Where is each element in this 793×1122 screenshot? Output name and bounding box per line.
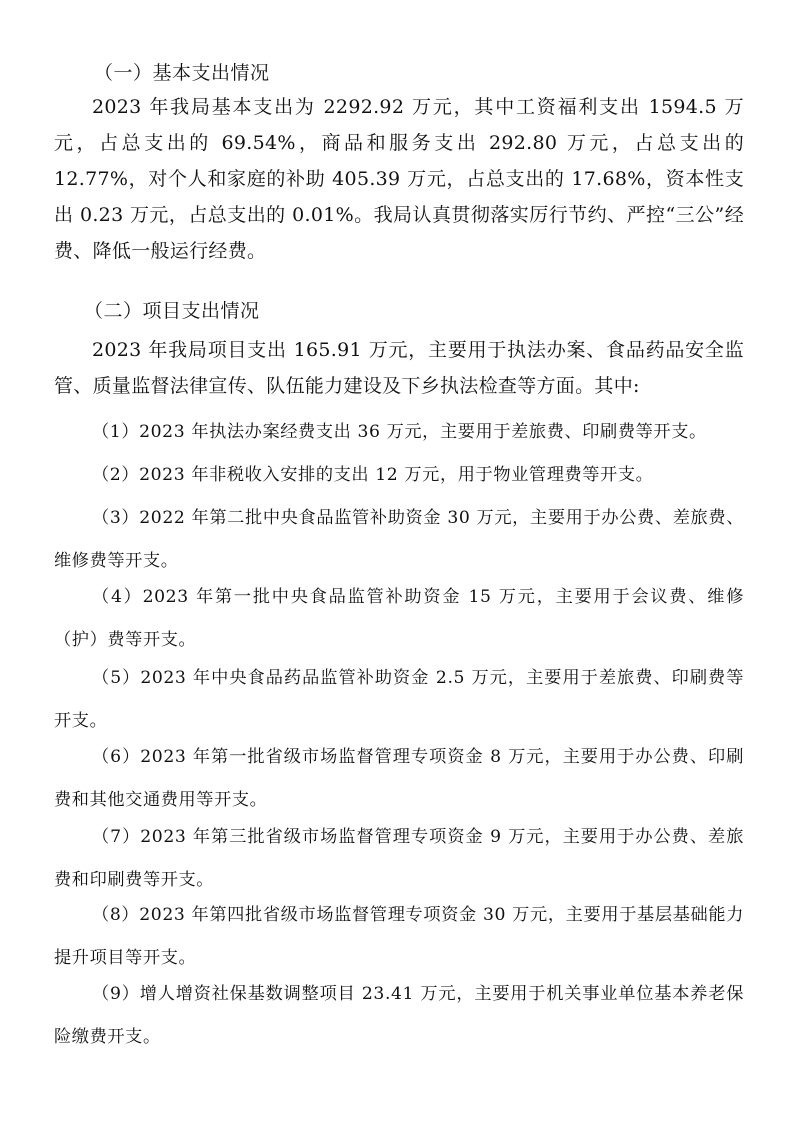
list-item: （6）2023 年第一批省级市场监督管理专项资金 8 万元，主要用于办公费、印刷费和其他交通费用等开支。 [54, 747, 744, 810]
list-item: （9）增人增资社保基数调整项目 23.41 万元，主要用于机关事业单位基本养老保险缴费开支。 [54, 984, 744, 1047]
list-item: （7）2023 年第三批省级市场监督管理专项资金 9 万元，主要用于办公费、差旅费和印刷费等开支。 [54, 827, 744, 890]
list-item: （2）2023 年非税收入安排的支出 12 万元，用于物业管理费等开支。 [92, 465, 654, 485]
project-expenditure-paragraph: 2023 年我局项目支出 165.91 万元，主要用于执法办案、食品药品安全监管、质量监督法律宣传、队伍能力建设及下乡执法检查等方面。其中: [54, 339, 744, 397]
list-item: （5）2023 年中央食品药品监管补助资金 2.5 万元，主要用于差旅费、印刷费等开支。 [54, 668, 744, 731]
section-heading-project-expenditure: （二）项目支出情况 [84, 300, 260, 322]
list-item: （1）2023 年执法办案经费支出 36 万元，主要用于差旅费、印刷费等开支。 [92, 422, 707, 442]
section-heading-basic-expenditure: （一）基本支出情况 [94, 62, 270, 84]
list-item: （3）2022 年第二批中央食品监管补助资金 30 万元，主要用于办公费、差旅费、维修费等开支。 [54, 508, 744, 571]
list-item: （8）2023 年第四批省级市场监督管理专项资金 30 万元，主要用于基层基础能力提升项目等开支。 [54, 905, 744, 968]
list-item: （4）2023 年第一批中央食品监管补助资金 15 万元，主要用于会议费、维修（护）费等开支。 [54, 587, 744, 650]
basic-expenditure-paragraph: 2023 年我局基本支出为 2292.92 万元，其中工资福利支出 1594.5 万元，占总支出的 69.54%，商品和服务支出 292.80 万元，占总支出的 12.77%，对个人和家庭的补助 405.39 万元，占总支出的 17.68%，资本性支出 0.23 万元，占总支出的 0.01%。我局认真贯彻落实厉行节约、严控“三公”经费、降低一般运行经费。 [54, 96, 744, 262]
